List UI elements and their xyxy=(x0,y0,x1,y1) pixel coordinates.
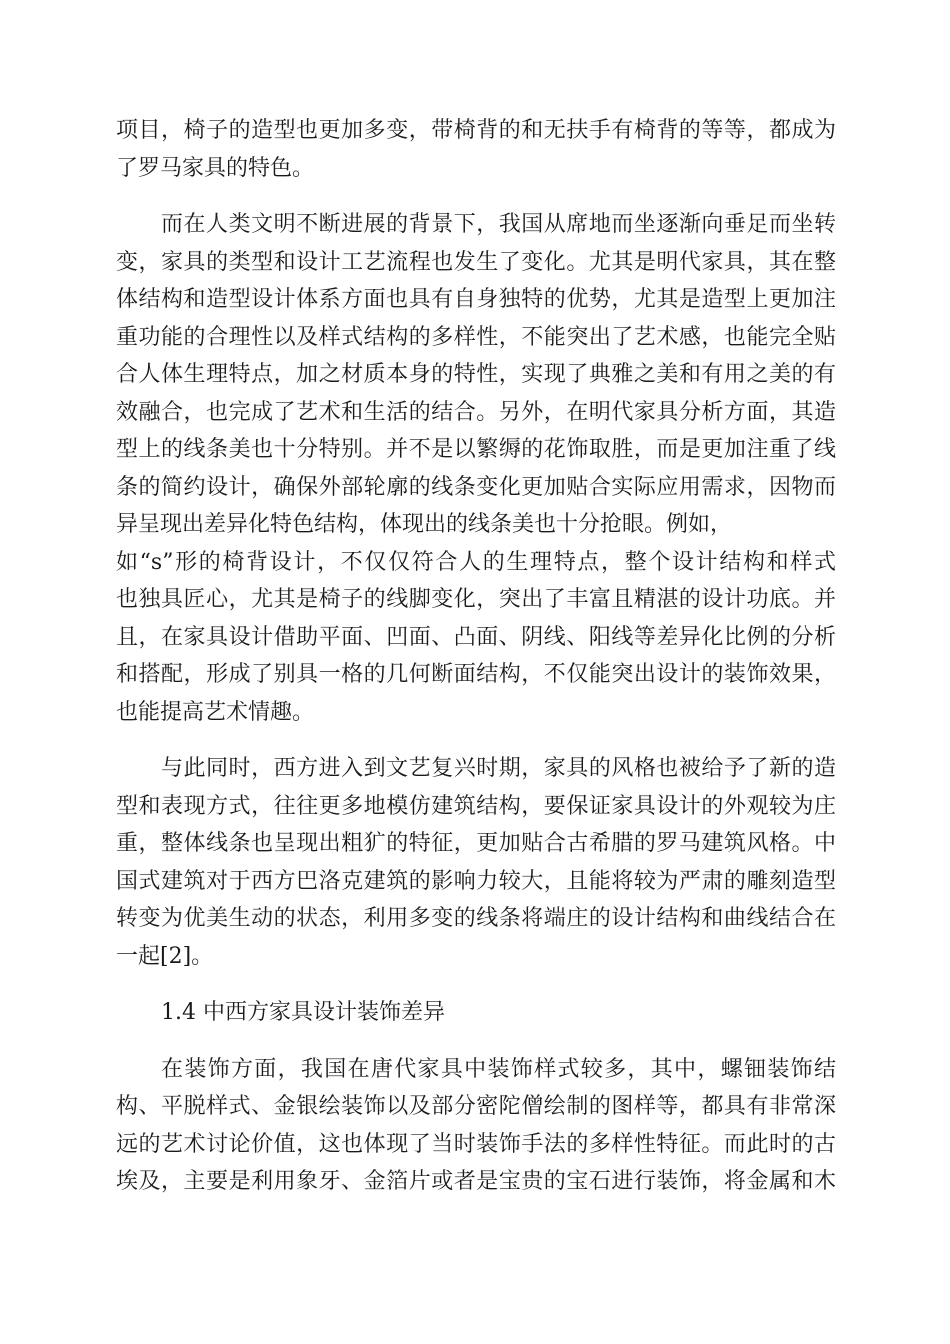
text-line: 也能提高艺术情趣。 xyxy=(116,699,315,725)
text-line: 重，整体线条也呈现出粗犷的特征，更加贴合古希腊的罗马建筑风格。中 xyxy=(116,831,836,856)
document-page xyxy=(116,112,836,1201)
paragraph-renaissance xyxy=(116,750,836,975)
paragraph-ming-furniture xyxy=(116,206,836,731)
text-line: 异呈现出差异化特色结构，体现出的线条美也十分抢眼。例如， xyxy=(116,512,733,537)
text-line: 项目，椅子的造型也更加多变，带椅背的和无扶手有椅背的等等，都成为 xyxy=(116,118,836,143)
paragraph-decoration xyxy=(116,1051,836,1201)
text-line: 一起[2]。 xyxy=(116,943,214,969)
text-line: 在装饰方面，我国在唐代家具中装饰样式较多，其中，螺钿装饰结 xyxy=(161,1056,836,1082)
text-line: 合人体生理特点，加之材质本身的特性，实现了典雅之美和有用之美的有 xyxy=(116,362,836,387)
text-line: 远的艺术讨论价值，这也体现了当时装饰手法的多样性特征。而此时的古 xyxy=(116,1131,836,1157)
text-line: 型上的线条美也十分特别。并不是以繁缛的花饰取胜，而是更加注重了线 xyxy=(116,437,836,462)
text-line: 效融合，也完成了艺术和生活的结合。另外，在明代家具分析方面，其造 xyxy=(116,399,836,425)
text-line: 国式建筑对于西方巴洛克建筑的影响力较大，且能将较为严肃的雕刻造型 xyxy=(116,868,836,894)
text-line: 如“s”形的椅背设计，不仅仅符合人的生理特点，整个设计结构和样式 xyxy=(116,549,836,575)
text-line: 型和表现方式，往往更多地模仿建筑结构，要保证家具设计的外观较为庄 xyxy=(116,793,836,819)
text-line: 构、平脱样式、金银绘装饰以及部分密陀僧绘制的图样等，都具有非常深 xyxy=(116,1094,836,1119)
text-line: 也独具匠心，尤其是椅子的线脚变化，突出了丰富且精湛的设计功底。并 xyxy=(116,587,836,612)
text-line: 重功能的合理性以及样式结构的多样性，不能突出了艺术感，也能完全贴 xyxy=(116,324,836,350)
text-line: 条的简约设计，确保外部轮廓的线条变化更加贴合实际应用需求，因物而 xyxy=(116,474,836,500)
text-line: 和搭配，形成了别具一格的几何断面结构，不仅能突出设计的装饰效果， xyxy=(116,662,836,687)
text-line: 与此同时，西方进入到文艺复兴时期，家具的风格也被给予了新的造 xyxy=(161,756,836,781)
section-heading: 1.4 中西方家具设计装饰差异 xyxy=(161,1000,445,1025)
text-line: 转变为优美生动的状态，利用多变的线条将端庄的设计结构和曲线结合在 xyxy=(116,906,836,931)
text-line: 体结构和造型设计体系方面也具有自身独特的优势，尤其是造型上更加注 xyxy=(116,287,836,312)
text-line: 了罗马家具的特色。 xyxy=(116,155,315,181)
text-line: 变，家具的类型和设计工艺流程也发生了变化。尤其是明代家具，其在整 xyxy=(116,249,836,275)
text-line: 埃及，主要是利用象牙、金箔片或者是宝贵的宝石进行装饰，将金属和木 xyxy=(116,1169,836,1194)
text-line: 而在人类文明不断进展的背景下，我国从席地而坐逐渐向垂足而坐转 xyxy=(161,212,836,237)
paragraph-continuation xyxy=(116,112,836,187)
text-line: 且，在家具设计借助平面、凹面、凸面、阴线、阳线等差异化比例的分析 xyxy=(116,624,836,650)
